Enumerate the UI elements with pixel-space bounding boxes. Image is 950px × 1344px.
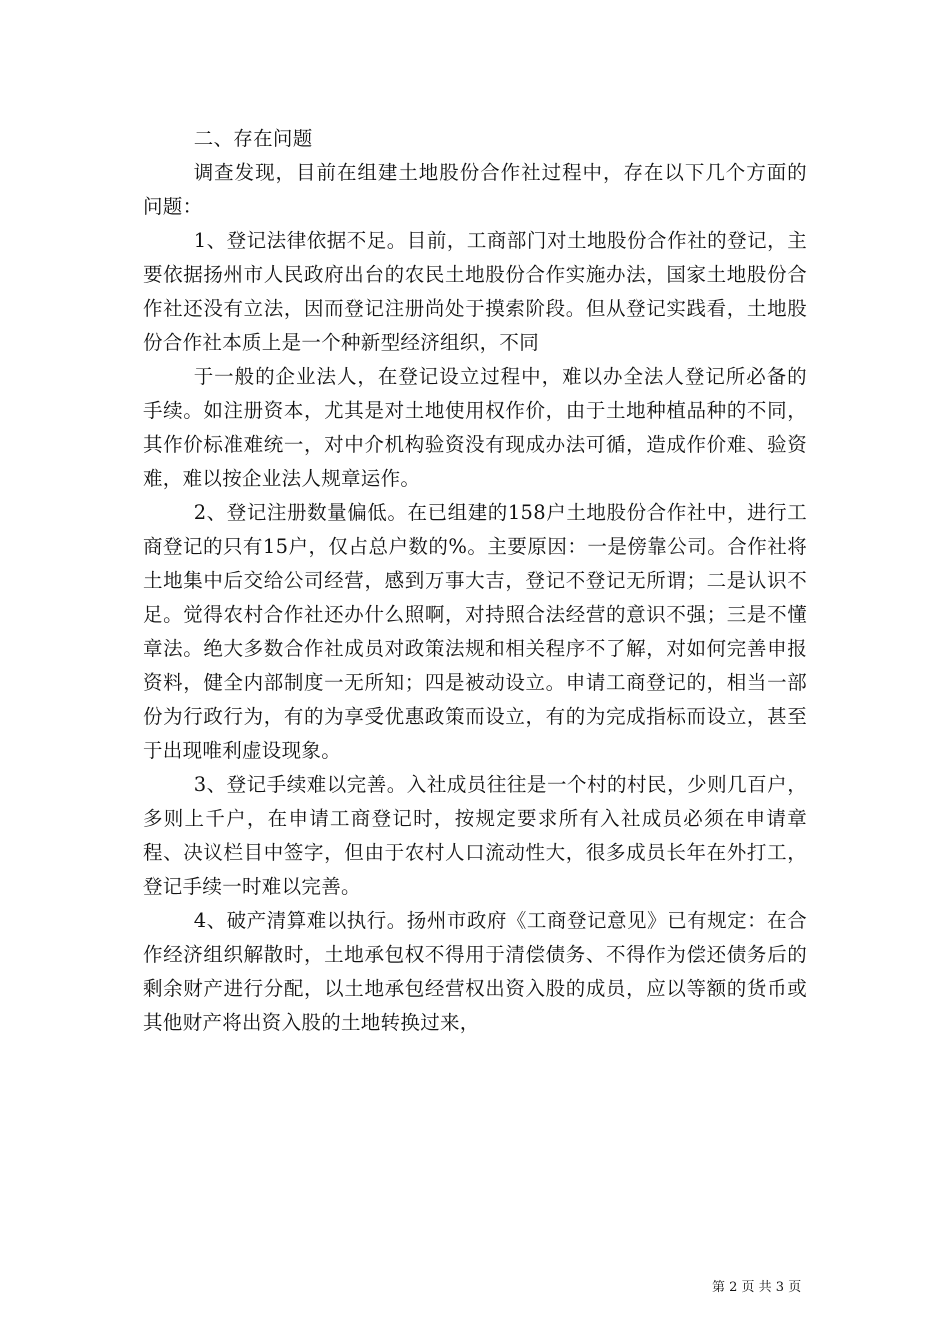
page-number-footer: 第 2 页 共 3 页 bbox=[712, 1280, 802, 1295]
paragraph-item-2: 2、登记注册数量偏低。在已组建的158户土地股份合作社中，进行工商登记的只有15户，仅占总户数的%。主要原因：一是傍靠公司。合作社将土地集中后交给公司经营，感到万事大吉，登记不登记无所谓；二是认识不足。觉得农村合作社还办什么照啊，对持照合法经营的意识不强；三是不懂章法。绝大多数合作社成员对政策法规和相关程序不了解，对如何完善申报资料，健全内部制度一无所知；四是被动设立。申请工商登记的，相当一部份为行政行为，有的为享受优惠政策而设立，有的为完成指标而设立，甚至于出现唯利虚设现象。 bbox=[143, 501, 807, 762]
paragraph-intro: 调查发现，目前在组建土地股份合作社过程中，存在以下几个方面的问题： bbox=[143, 161, 807, 218]
paragraph-item-4: 4、破产清算难以执行。扬州市政府《工商登记意见》已有规定：在合作经济组织解散时，土地承包权不得用于清偿债务、不得作为偿还债务后的剩余财产进行分配，以土地承包经营权出资入股的成员，应以等额的货币或其他财产将出资入股的土地转换过来， bbox=[143, 909, 807, 1034]
paragraph-item-1-continued: 于一般的企业法人，在登记设立过程中，难以办全法人登记所必备的手续。如注册资本，尤其是对土地使用权作价，由于土地种植品种的不同，其作价标准难统一，对中介机构验资没有现成办法可循，造成作价难、验资难，难以按企业法人规章运作。 bbox=[143, 365, 807, 490]
paragraph-item-1: 1、登记法律依据不足。目前，工商部门对土地股份合作社的登记，主要依据扬州市人民政府出台的农民土地股份合作实施办法，国家土地股份合作社还没有立法，因而登记注册尚处于摸索阶段。但从登记实践看，土地股份合作社本质上是一个种新型经济组织，不同 bbox=[143, 229, 807, 354]
document-body bbox=[143, 122, 807, 1040]
paragraph-item-3: 3、登记手续难以完善。入社成员往往是一个村的村民，少则几百户，多则上千户，在申请工商登记时，按规定要求所有入社成员必须在申请章程、决议栏目中签字，但由于农村人口流动性大，很多成员长年在外打工，登记手续一时难以完善。 bbox=[143, 773, 807, 898]
section-heading: 二、存在问题 bbox=[193, 127, 313, 150]
